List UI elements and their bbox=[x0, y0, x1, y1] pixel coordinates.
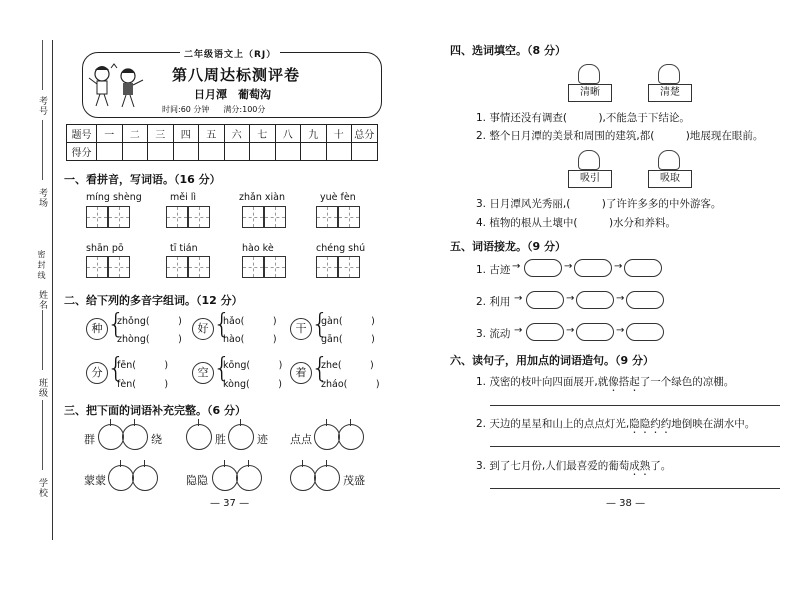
polyphone-char: 种 bbox=[86, 318, 108, 340]
sentence: 3. 到了七月份,人们最喜爱的葡萄成熟了。 bbox=[476, 460, 672, 472]
apple-blank[interactable] bbox=[186, 424, 212, 450]
writing-grid[interactable] bbox=[166, 256, 210, 278]
section-1-title: 一、看拼音，写词语。（16 分） bbox=[64, 173, 221, 186]
section-5-title: 五、词语接龙。（9 分） bbox=[450, 240, 566, 253]
question: 2. 整个日月潭的美景和周围的建筑,都( )地展现在眼前。 bbox=[476, 130, 764, 142]
reading-blank[interactable]: fèn( ) bbox=[117, 379, 169, 390]
cloud-blank[interactable] bbox=[524, 259, 562, 277]
writing-grid[interactable] bbox=[316, 206, 360, 228]
brace: { bbox=[213, 351, 231, 384]
polyphone-char: 好 bbox=[192, 318, 214, 340]
word-option: 清晰 bbox=[568, 84, 612, 102]
score-header-cell: 四 bbox=[173, 125, 199, 143]
label-xuexiao: 学校 bbox=[37, 478, 47, 498]
score-header-cell: 五 bbox=[199, 125, 225, 143]
score-input-cell[interactable] bbox=[250, 143, 276, 161]
label-xingming: 姓名 bbox=[37, 290, 47, 310]
reading-blank[interactable]: hǎo( ) bbox=[223, 316, 277, 327]
kaochang-blank[interactable] bbox=[42, 120, 43, 180]
section-3-title: 三、把下面的词语补充完整。（6 分） bbox=[64, 404, 246, 417]
question: 4. 植物的根从土壤中( )水分和养料。 bbox=[476, 217, 677, 229]
score-table bbox=[66, 124, 378, 161]
banji-blank[interactable] bbox=[42, 400, 43, 470]
chain-start-word: 3. 流动 bbox=[476, 328, 511, 340]
table-row bbox=[67, 125, 378, 143]
question: 1. 事情还没有调查( ),不能急于下结论。 bbox=[476, 112, 690, 124]
arrow-icon: → bbox=[564, 261, 573, 272]
mascot-icon bbox=[578, 64, 600, 84]
cloud-blank[interactable] bbox=[624, 259, 662, 277]
word-part: 迹 bbox=[257, 433, 268, 446]
writing-grid[interactable] bbox=[316, 256, 360, 278]
reading-blank[interactable]: fēn( ) bbox=[117, 360, 169, 371]
score-header-cell: 八 bbox=[275, 125, 301, 143]
score-header-cell: 二 bbox=[122, 125, 148, 143]
seal-text: 密 封 线 bbox=[37, 250, 46, 280]
reading-blank[interactable]: kōng( ) bbox=[223, 360, 283, 371]
arrow-icon: → bbox=[566, 293, 575, 304]
score-input-cell[interactable] bbox=[301, 143, 327, 161]
apple-blank[interactable] bbox=[98, 424, 124, 450]
score-input-cell[interactable] bbox=[97, 143, 123, 161]
kaohao-blank[interactable] bbox=[42, 40, 43, 90]
answer-line[interactable] bbox=[490, 405, 780, 406]
reading-blank[interactable]: kòng( ) bbox=[223, 379, 282, 390]
word-option: 吸引 bbox=[568, 170, 612, 188]
section-2-title: 二、给下列的多音字组词。（12 分） bbox=[64, 294, 243, 307]
word-part: 绕 bbox=[151, 433, 162, 446]
cloud-blank[interactable] bbox=[626, 323, 664, 341]
score-input-cell[interactable] bbox=[275, 143, 301, 161]
pinyin: yuè fèn bbox=[320, 192, 356, 203]
writing-grid[interactable] bbox=[242, 206, 286, 228]
apple-blank[interactable] bbox=[228, 424, 254, 450]
reading-blank[interactable]: gàn( ) bbox=[321, 316, 375, 327]
mascot-icon bbox=[578, 150, 600, 170]
pinyin: chéng shú bbox=[316, 243, 366, 254]
score-input-cell[interactable] bbox=[326, 143, 352, 161]
word-option: 清楚 bbox=[648, 84, 692, 102]
apple-blank[interactable] bbox=[122, 424, 148, 450]
apple-blank[interactable] bbox=[338, 424, 364, 450]
score-header-cell: 总分 bbox=[352, 125, 378, 143]
score-input-cell[interactable] bbox=[148, 143, 174, 161]
page-number: — 38 — bbox=[606, 498, 646, 509]
score-header-cell: 九 bbox=[301, 125, 327, 143]
cloud-blank[interactable] bbox=[574, 259, 612, 277]
arrow-icon: → bbox=[512, 261, 521, 272]
reading-blank[interactable]: zhòng( ) bbox=[117, 334, 182, 345]
label-banji: 班级 bbox=[37, 378, 47, 398]
brace: { bbox=[107, 307, 125, 340]
score-input-cell[interactable] bbox=[352, 143, 378, 161]
answer-line[interactable] bbox=[490, 446, 780, 447]
arrow-icon: → bbox=[616, 325, 625, 336]
chain-start-word: 2. 利用 bbox=[476, 296, 511, 308]
page-title: 第八周达标测评卷 bbox=[172, 66, 301, 84]
apple-blank[interactable] bbox=[108, 465, 134, 491]
score-header-cell: 三 bbox=[148, 125, 174, 143]
writing-grid[interactable] bbox=[86, 256, 130, 278]
arrow-icon: → bbox=[514, 293, 523, 304]
xingming-blank[interactable] bbox=[42, 310, 43, 370]
sentence: 2. 天边的星星和山上的点点灯光,隐隐约约地倒映在湖水中。 bbox=[476, 418, 756, 430]
chain-start-word: 1. 古迹 bbox=[476, 264, 511, 276]
pinyin: měi lì bbox=[170, 192, 197, 203]
arrow-icon: → bbox=[514, 325, 523, 336]
reading-blank[interactable]: zháo( ) bbox=[321, 379, 380, 390]
reading-blank[interactable]: zhǒng( ) bbox=[117, 316, 182, 327]
page-subtitle: 日月潭 葡萄沟 bbox=[194, 88, 271, 101]
score-header-cell: 十 bbox=[326, 125, 352, 143]
apple-blank[interactable] bbox=[314, 424, 340, 450]
time-limit: 时间:60 分钟 bbox=[162, 105, 210, 114]
apple-blank[interactable] bbox=[212, 465, 238, 491]
question: 3. 日月潭风光秀丽,( )了许许多多的中外游客。 bbox=[476, 198, 722, 210]
section-4-title: 四、选词填空。（8 分） bbox=[450, 44, 566, 57]
exam-meta bbox=[162, 104, 265, 115]
pinyin: shān pō bbox=[86, 243, 124, 254]
brace: { bbox=[107, 351, 125, 384]
full-score: 满分:100分 bbox=[223, 105, 266, 114]
apple-blank[interactable] bbox=[290, 465, 316, 491]
word-option: 吸取 bbox=[648, 170, 692, 188]
apple-blank[interactable] bbox=[236, 465, 262, 491]
cloud-blank[interactable] bbox=[576, 323, 614, 341]
answer-line[interactable] bbox=[490, 488, 780, 489]
reading-blank[interactable]: zhe( ) bbox=[321, 360, 374, 371]
mascot-icon bbox=[658, 150, 680, 170]
word-part: 茂盛 bbox=[343, 474, 365, 487]
brace: { bbox=[213, 307, 231, 340]
table-row bbox=[67, 143, 378, 161]
arrow-icon: → bbox=[566, 325, 575, 336]
score-label-cell: 得分 bbox=[67, 143, 97, 161]
series-label: 二年级语文上（RJ） bbox=[180, 47, 280, 60]
pinyin: míng shèng bbox=[86, 192, 142, 203]
label-kaohao: 考号 bbox=[37, 96, 47, 116]
score-header-cell: 六 bbox=[224, 125, 250, 143]
polyphone-char: 分 bbox=[86, 362, 108, 384]
score-header-cell: 一 bbox=[97, 125, 123, 143]
cloud-blank[interactable] bbox=[626, 291, 664, 309]
score-header-cell: 题号 bbox=[67, 125, 97, 143]
binding-line bbox=[52, 40, 53, 540]
apple-blank[interactable] bbox=[314, 465, 340, 491]
score-input-cell[interactable] bbox=[173, 143, 199, 161]
mascot-icon bbox=[658, 64, 680, 84]
score-input-cell[interactable] bbox=[224, 143, 250, 161]
brace: { bbox=[311, 307, 329, 340]
pinyin: hào kè bbox=[242, 243, 274, 254]
section-6-title: 六、读句子，用加点的词语造句。（9 分） bbox=[450, 354, 654, 367]
sentence: 1. 茂密的枝叶向四面展开,就像搭起了一个绿色的凉棚。 bbox=[476, 376, 735, 388]
word-part: 蒙蒙 bbox=[84, 474, 106, 487]
label-kaochang: 考场 bbox=[37, 188, 47, 208]
cloud-blank[interactable] bbox=[526, 291, 564, 309]
word-part: 胜 bbox=[215, 433, 226, 446]
score-header-cell: 七 bbox=[250, 125, 276, 143]
score-input-cell[interactable] bbox=[199, 143, 225, 161]
word-part: 群 bbox=[84, 433, 95, 446]
cartoon-kids-icon bbox=[86, 60, 148, 112]
score-input-cell[interactable] bbox=[122, 143, 148, 161]
cloud-blank[interactable] bbox=[526, 323, 564, 341]
polyphone-char: 空 bbox=[192, 362, 214, 384]
polyphone-char: 干 bbox=[290, 318, 312, 340]
arrow-icon: → bbox=[616, 293, 625, 304]
word-part: 点点 bbox=[290, 433, 312, 446]
writing-grid[interactable] bbox=[86, 206, 130, 228]
writing-grid[interactable] bbox=[166, 206, 210, 228]
pinyin: tī tián bbox=[170, 243, 198, 254]
arrow-icon: → bbox=[614, 261, 623, 272]
pinyin: zhǎn xiàn bbox=[239, 192, 285, 203]
page-number: — 37 — bbox=[210, 498, 250, 509]
cloud-blank[interactable] bbox=[576, 291, 614, 309]
binding-strip bbox=[0, 0, 58, 589]
word-part: 隐隐 bbox=[186, 474, 208, 487]
left-page bbox=[62, 0, 392, 589]
writing-grid[interactable] bbox=[242, 256, 286, 278]
reading-blank[interactable]: gān( ) bbox=[321, 334, 375, 345]
polyphone-char: 着 bbox=[290, 362, 312, 384]
brace: { bbox=[311, 351, 329, 384]
reading-blank[interactable]: hào( ) bbox=[223, 334, 277, 345]
right-page bbox=[450, 0, 790, 589]
apple-blank[interactable] bbox=[132, 465, 158, 491]
